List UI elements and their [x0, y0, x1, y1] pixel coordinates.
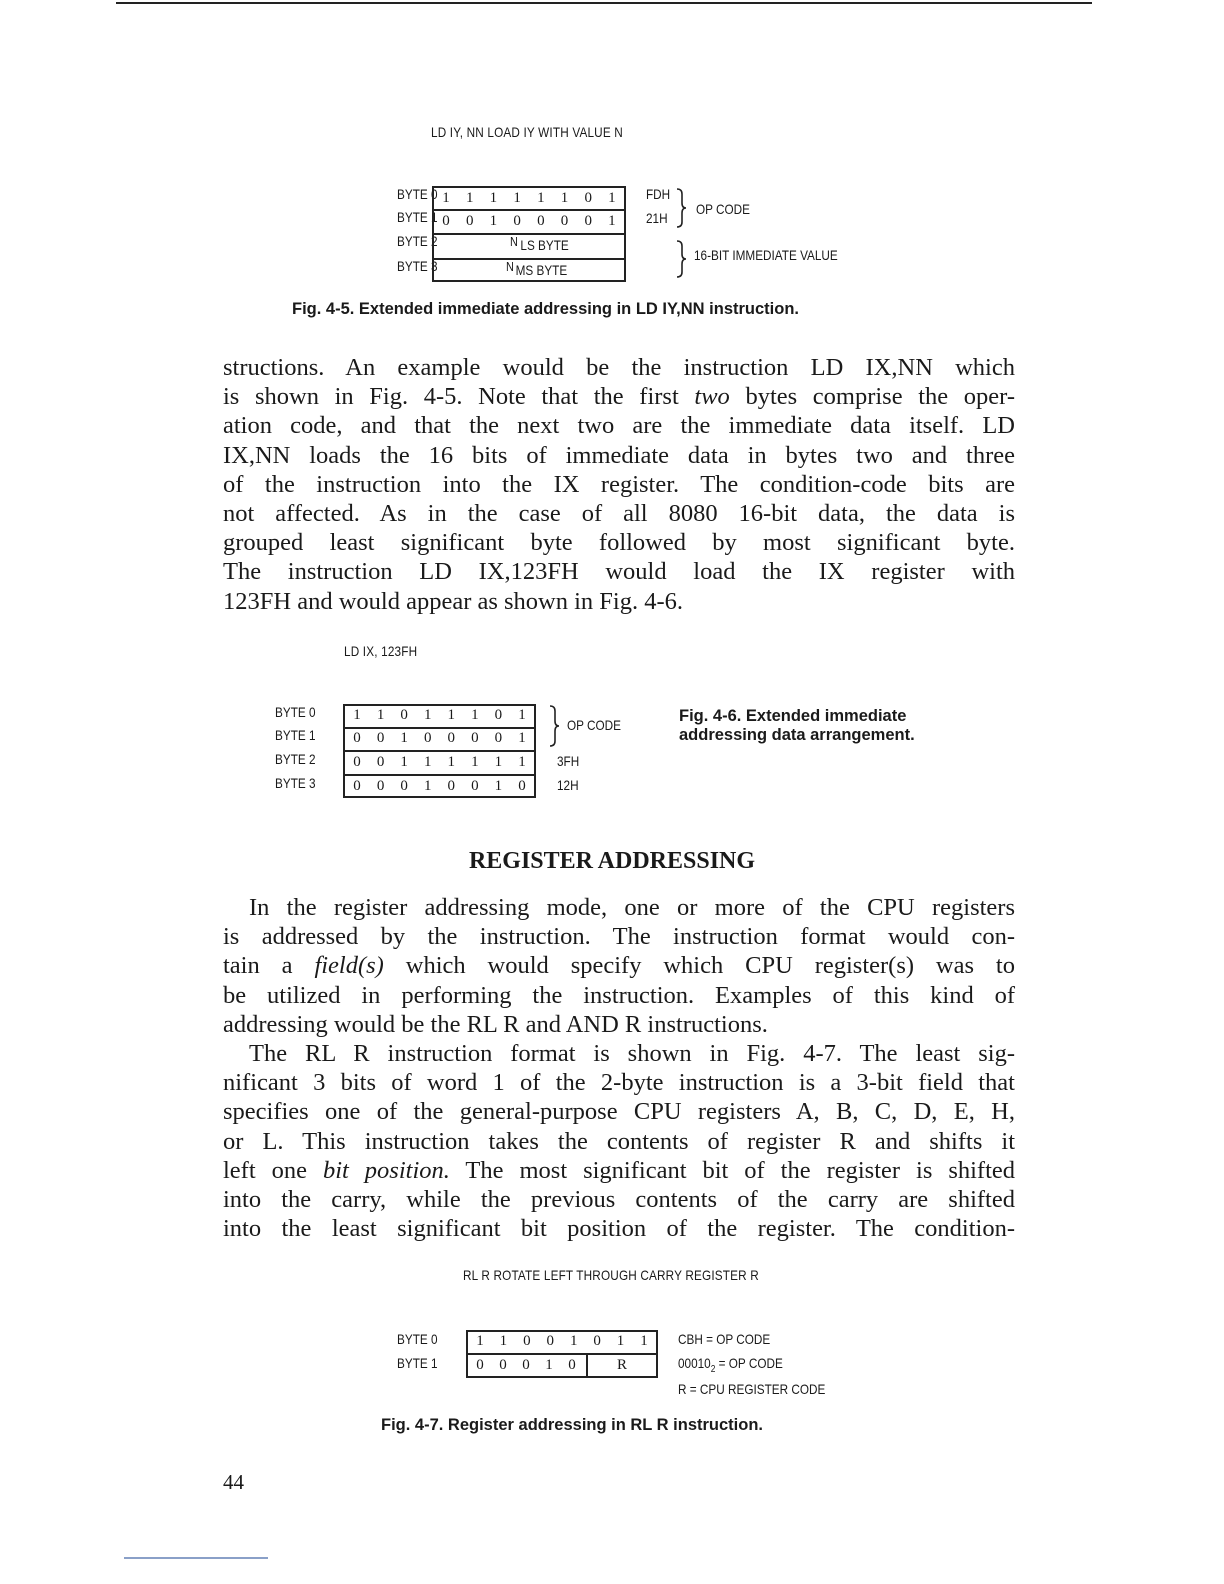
bit: 1	[423, 778, 432, 794]
fig46-title: LD IX, 123FH	[344, 643, 418, 659]
bit: 0	[523, 1333, 531, 1349]
fig46-byte-label: BYTE 2	[275, 751, 316, 767]
bit: 1	[489, 190, 498, 206]
fig47-byte-label: BYTE 1	[397, 1355, 438, 1371]
text-run: tain a	[223, 952, 315, 980]
bit: 1	[476, 1333, 484, 1349]
fig45-byte-label: BYTE 1	[397, 209, 438, 225]
text-line: The RL R instruction format is shown in Fig. 4-7. The least sig-	[249, 1040, 1015, 1067]
brace-icon	[675, 240, 689, 278]
bit: 1	[494, 754, 503, 770]
fig46-byte1-bits	[347, 728, 532, 748]
fig46-opcode-label: OP CODE	[567, 717, 622, 733]
text-line: nificant 3 bits of word 1 of the 2-byte instruction is a 3-bit field that	[223, 1069, 1015, 1097]
text-line: 123FH and would appear as shown in Fig. 4-6.	[223, 587, 684, 615]
fig45-caption: Fig. 4-5. Extended immediate addressing in LD IY,NN instruction.	[292, 300, 800, 318]
bit: 0	[537, 213, 545, 229]
bit: 0	[471, 778, 479, 794]
body-paragraph	[223, 353, 1015, 616]
bit: 1	[471, 754, 479, 770]
bit: 0	[400, 778, 408, 794]
text-line: into the carry, while the previous contents of the carry are shifted	[223, 1185, 1015, 1213]
text-line: specifies one of the general-purpose CPU registers A, B, C, D, E, H,	[223, 1098, 1015, 1126]
bit: 1	[560, 190, 569, 206]
body-paragraph	[223, 1039, 1015, 1243]
fig47-register-field: R	[616, 1357, 627, 1373]
fig47-note-binary	[678, 1355, 783, 1375]
bit: 0	[353, 754, 361, 770]
bit: 0	[353, 730, 361, 746]
emphasis: bit position.	[322, 1156, 450, 1184]
bit: 1	[400, 754, 408, 770]
caption-line: Fig. 4-6. Extended immediate	[679, 707, 907, 725]
note-text: = OP CODE	[715, 1355, 783, 1371]
text-line: grouped least significant byte followed by most significant byte.	[223, 529, 1015, 557]
emphasis: two	[694, 383, 730, 411]
divider	[432, 258, 626, 260]
brace-icon	[548, 705, 562, 747]
bit: 0	[447, 730, 455, 746]
text-run: which would specify which CPU register(s) was to	[383, 952, 1015, 980]
text-run: bytes comprise the oper-	[729, 383, 1015, 411]
fig45-byte-label: BYTE 2	[397, 233, 438, 249]
bit: 1	[442, 190, 450, 206]
caption-line: addressing data arrangement.	[679, 726, 915, 744]
fig45-byte0-bits	[436, 188, 622, 208]
fig46-caption	[679, 707, 915, 745]
top-rule	[116, 2, 1092, 4]
bit: 1	[447, 754, 455, 770]
fig46-hex3: 12H	[557, 777, 579, 793]
text-line: addressing would be the RL R and AND R instructions.	[223, 1010, 768, 1038]
brace-icon	[675, 188, 689, 228]
bit: 0	[522, 1357, 530, 1373]
fig47-note-opcode: CBH = OP CODE	[678, 1331, 771, 1347]
bit: 0	[518, 778, 526, 794]
text-line: is addressed by the instruction. The instruction format would con-	[223, 923, 1015, 951]
fig46-byte0-bits	[347, 705, 532, 725]
bit: 1	[353, 707, 361, 723]
bit: 1	[423, 754, 432, 770]
bit: 0	[447, 778, 455, 794]
bit: 0	[546, 1333, 555, 1349]
bit: 0	[376, 778, 385, 794]
fig45-immediate-label: 16-BIT IMMEDIATE VALUE	[694, 247, 838, 263]
text-line: into the least significant bit position of the register. The condition-	[223, 1215, 1015, 1243]
bit: 1	[465, 190, 474, 206]
bit: 0	[568, 1357, 576, 1373]
fig47-caption: Fig. 4-7. Register addressing in RL R instruction.	[381, 1416, 764, 1434]
bit: 1	[489, 213, 498, 229]
bit: 0	[423, 730, 432, 746]
n-symbol: N	[506, 259, 514, 274]
bit: 1	[518, 754, 526, 770]
divider	[432, 233, 626, 235]
bit: 1	[499, 1333, 508, 1349]
fig47-byte1-bits	[470, 1355, 582, 1375]
text-run: is shown in Fig. 4-5. Note that the first	[223, 383, 695, 411]
bit: 1	[376, 707, 385, 723]
bit: 0	[560, 213, 569, 229]
text-line: The instruction LD IX,123FH would load the IX register with	[223, 558, 1015, 586]
bit: 1	[471, 707, 479, 723]
bit: 1	[494, 778, 503, 794]
text-line: ation code, and that the next two are the immediate data itself. LD	[223, 412, 1015, 440]
bit: 0	[499, 1357, 507, 1373]
ms-byte-text: MS BYTE	[515, 262, 568, 278]
bit: 1	[545, 1357, 553, 1373]
text-line: not affected. As in the case of all 8080 16-bit data, the data is	[223, 499, 1015, 527]
binary-value: 00010	[678, 1355, 711, 1371]
bit: 0	[353, 778, 361, 794]
bit: 0	[376, 730, 385, 746]
bit: 0	[584, 213, 592, 229]
fig47-title: RL R ROTATE LEFT THROUGH CARRY REGISTER R	[463, 1267, 759, 1283]
bit: 1	[537, 190, 545, 206]
bit: 0	[494, 707, 503, 723]
n-symbol: N	[510, 234, 518, 249]
bit: 1	[400, 730, 408, 746]
fig45-title: LD IY, NN LOAD IY WITH VALUE N	[431, 124, 623, 140]
bit: 0	[476, 1357, 484, 1373]
bit: 1	[640, 1333, 648, 1349]
text-line: IX,NN loads the 16 bits of immediate data in bytes two and three	[223, 441, 1015, 469]
bit: 1	[616, 1333, 625, 1349]
page-number: 44	[223, 1470, 244, 1494]
bit: 0	[494, 730, 503, 746]
bit: 0	[584, 190, 592, 206]
text-line	[223, 951, 1015, 980]
text-line: be utilized in performing the instruction. Examples of this kind of	[223, 981, 1015, 1009]
bit: 0	[400, 707, 408, 723]
fig47-byte-label: BYTE 0	[397, 1331, 438, 1347]
fig45-hex0: FDH	[646, 186, 671, 202]
bit: 1	[513, 190, 521, 206]
base-subscript: 2	[710, 1363, 716, 1375]
text-line	[223, 382, 1015, 411]
bit: 1	[447, 707, 455, 723]
bit: 1	[608, 213, 616, 229]
bit: 1	[518, 707, 526, 723]
bit: 0	[593, 1333, 601, 1349]
fig45-opcode-label: OP CODE	[696, 201, 751, 217]
fig45-byte3-value	[506, 259, 568, 278]
bit: 1	[423, 707, 432, 723]
fig46-byte-label: BYTE 0	[275, 704, 316, 720]
bit: 1	[608, 190, 616, 206]
text-run: The most significant bit of the register is shifted	[449, 1156, 1016, 1184]
bit: 0	[442, 213, 450, 229]
bit: 1	[518, 730, 526, 746]
fig45-byte1-bits	[436, 211, 622, 231]
bit: 0	[471, 730, 479, 746]
fig45-byte2-value	[510, 234, 569, 253]
fig46-byte-label: BYTE 1	[275, 727, 316, 743]
fig46-hex2: 3FH	[557, 753, 580, 769]
text-line: of the instruction into the IX register. The condition-code bits are	[223, 470, 1015, 498]
fig45-hex1: 21H	[646, 210, 668, 226]
fig47-note-register: R = CPU REGISTER CODE	[678, 1381, 826, 1397]
text-line: In the register addressing mode, one or more of the CPU registers	[249, 894, 1015, 921]
fig45-byte-label: BYTE 3	[397, 258, 438, 274]
bit: 0	[513, 213, 521, 229]
bit: 1	[569, 1333, 578, 1349]
ls-byte-text: LS BYTE	[520, 237, 569, 253]
text-line: or L. This instruction takes the contents of register R and shifts it	[223, 1127, 1015, 1155]
bit: 0	[376, 754, 385, 770]
bit: 0	[465, 213, 474, 229]
fig47-byte0-bits	[470, 1331, 654, 1351]
section-heading: REGISTER ADDRESSING	[468, 848, 756, 874]
bottom-rule	[124, 1557, 268, 1559]
emphasis: field(s)	[314, 952, 384, 980]
body-paragraph	[223, 893, 1015, 1039]
text-line	[223, 1156, 1015, 1185]
fig46-byte2-bits	[347, 752, 532, 772]
text-line: structions. An example would be the instruction LD IX,NN which	[223, 354, 1015, 381]
text-run: left one	[223, 1156, 323, 1184]
fig46-byte3-bits	[347, 776, 532, 796]
fig45-byte-label: BYTE 0	[397, 186, 438, 202]
fig46-byte-label: BYTE 3	[275, 775, 316, 791]
